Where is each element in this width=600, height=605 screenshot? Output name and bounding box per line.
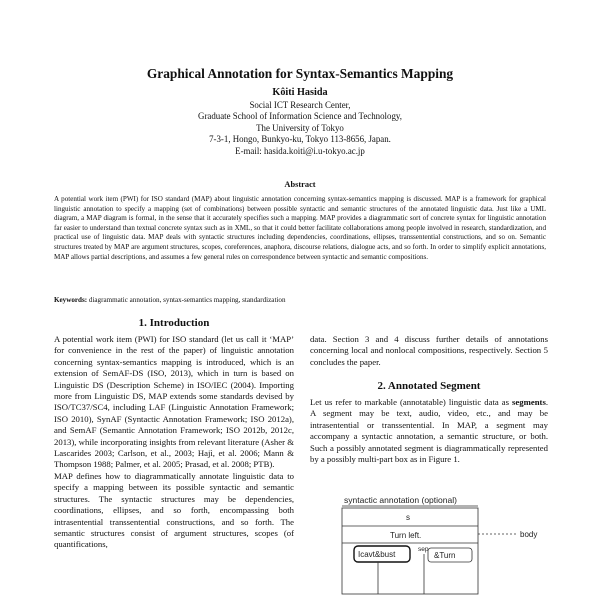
- body-label: body: [520, 530, 538, 539]
- author-name: Kôiti Hasida: [272, 87, 328, 98]
- figure-1-diagram: [338, 494, 558, 600]
- abstract-heading: Abstract: [284, 180, 316, 189]
- text-label: Turn left.: [390, 531, 422, 540]
- s-label: s: [406, 513, 410, 522]
- paragraph: MAP defines how to diagrammatically annotate linguistic data to specify a mapping between its possible syntactic and semantic structures. The syntactic structures may be dependencies, coordinations, ellipses, and so forth, encompassing both intrasentential transsentential constructions, and so forth. The semantic structures consist of argument structures, scopes (of quantifications,: [54, 470, 294, 550]
- right-box-label: &Turn: [434, 551, 456, 560]
- affiliation-line: Graduate School of Information Science and Technology,: [198, 111, 402, 122]
- left-box-label: Icavt&bust: [358, 550, 396, 559]
- keywords-text: diagrammatic annotation, syntax-semantics mapping, standardization: [88, 296, 286, 304]
- right-column-top: [310, 334, 548, 368]
- section-2-heading: 2. Annotated Segment: [377, 380, 481, 392]
- sep-label: sep: [418, 546, 429, 553]
- paragraph: [310, 397, 548, 465]
- paper-title: Graphical Annotation for Syntax-Semantics Mapping: [146, 66, 454, 81]
- text-run: Let us refer to markable (annotatable) linguistic data as: [310, 397, 513, 407]
- left-column: [54, 334, 294, 551]
- figure-caption-top: syntactic annotation (optional): [344, 495, 457, 505]
- affiliation-line: Social ICT Research Center,: [249, 100, 351, 110]
- section-1-heading: 1. Introduction: [138, 317, 210, 329]
- abstract-text: A potential work item (PWI) for ISO standard (MAP) about linguistic annotation concerning syntax-semantics mapping is discussed. MAP is a framework for graphical linguistic annotation to specify a mapping (set of combinations) between possible syntactic and semantic structures of the annotated linguistic data. Just like a UML diagram, a MAP diagram is formal, in the sense that it accurately specifies such a mapping. MAP provides a diagrammatic sort of concrete syntax for linguistic annotation far easier to understand than textual concrete syntax such as in XML, so that it could better facilitate collaborations among people involved in research, standardization, and practical use of linguistic data. MAP deals with syntactic structures including dependencies, coordinations, ellipses, transsentential constructions, and so on. Semantic structures treated by MAP are argument structures, scopes, coreferences, anaphora, discourse relations, dialogue acts, and so forth. In order to simplify explicit annotations, MAP allows partial descriptions, and assumes a few general rules on correspondence between syntactic and semantic compositions.: [54, 195, 546, 261]
- keywords-label: Keywords:: [54, 296, 88, 304]
- term-segments: segments: [512, 397, 546, 407]
- affiliation-line: 7-3-1, Hongo, Bunkyo-ku, Tokyo 113-8656, Japan.: [209, 134, 391, 145]
- right-column: [310, 397, 548, 465]
- figure-1: [338, 494, 558, 600]
- paragraph: data. Section 3 and 4 discuss further details of annotations concerning local and nonlocal compositions, respectively. Section 5 concludes the paper.: [310, 334, 548, 367]
- paragraph: A potential work item (PWI) for ISO standard (let us call it ‘MAP’ for convenience in the rest of the paper) of linguistic annotation concerning syntax-semantics mapping is introduced, which is an extension of SemAF-DS (ISO, 2013), which in turn is based on Linguistic DS (Description Scheme) in ISO/IEC (2004). Importing more from Linguistic DS, MAP extends some standards devised by ISO/TC37/SC4, including LAF (Linguistic Annotation Framework; ISO 2010), SynAF (Syntactic Annotation Framework; ISO 2012a), and SemAF (Semantic Annotation Framework; ISO 2012b, 2012c, 2013), while incorporating insights from relevant literature (Asher & Lascarides 2003; Carlson, et al., 2003; Hajì, et al. 2006; Mann & Thompson 1988; Palmer, et al. 2005; Prasad, et al. 2008; PTB).: [54, 334, 294, 470]
- email-line: E-mail: hasida.koiti@i.u-tokyo.ac.jp: [235, 145, 365, 156]
- keywords: [54, 296, 546, 304]
- affiliation: [0, 100, 600, 157]
- text-run: . A segment may be text, audio, video, etc., and may be intrasentential or transsentential. In MAP, a segment may accompany a syntactic annotation, a semantic structure, or both. Such a possibly annotated segment is diagrammatically represented by a possibly multi-part box as in Figure 1.: [310, 397, 548, 465]
- affiliation-line: The University of Tokyo: [256, 122, 344, 133]
